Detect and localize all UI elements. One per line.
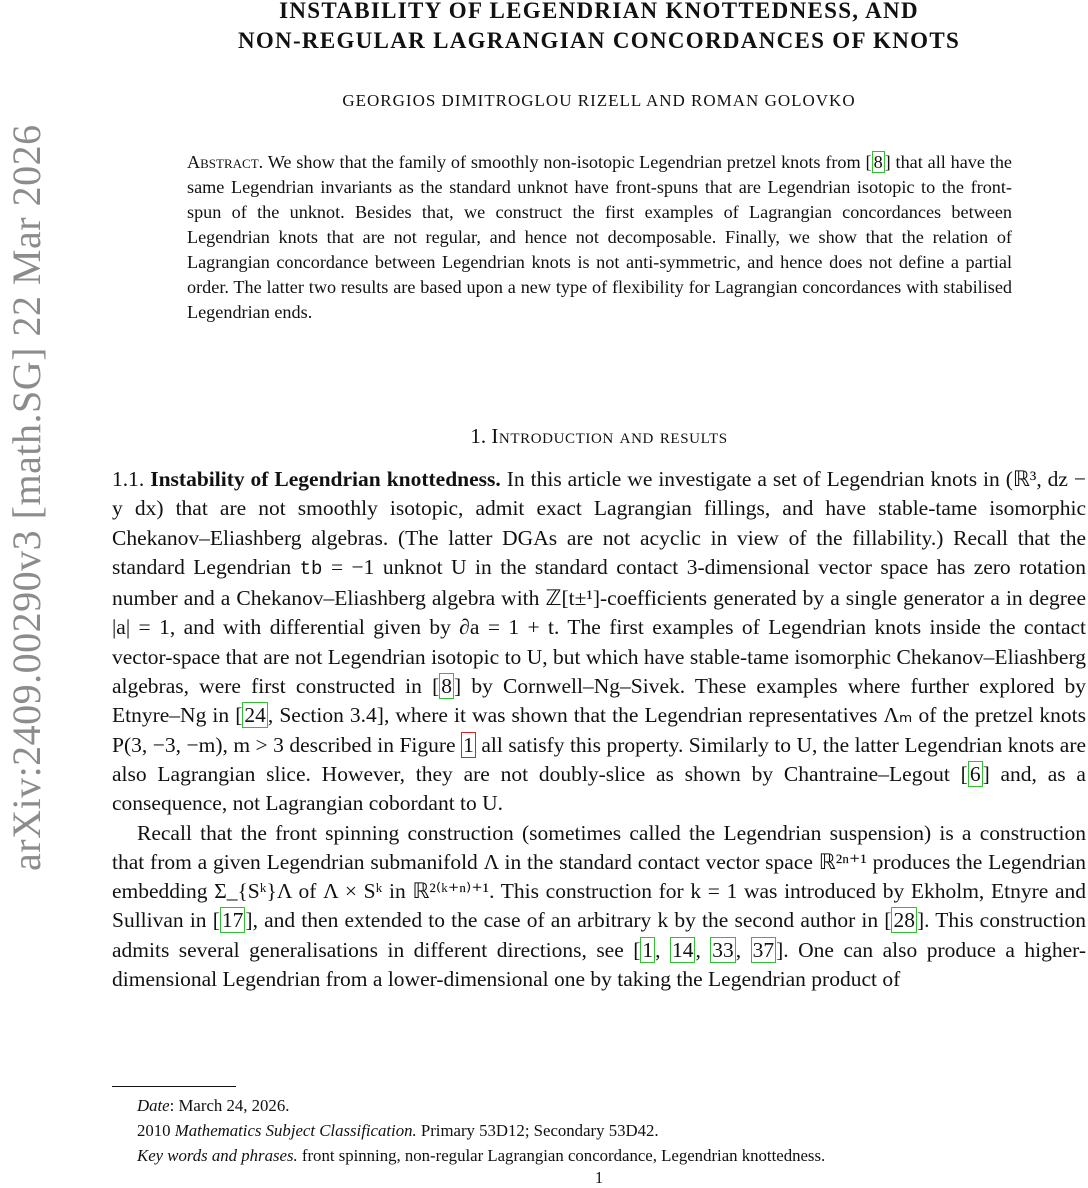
section-heading — [110, 424, 1088, 449]
page-number: 1 — [594, 1168, 604, 1187]
tb-invariant: tb — [299, 557, 323, 580]
citation-link[interactable]: 8 — [873, 152, 883, 172]
citation-link[interactable]: 33 — [712, 937, 734, 962]
paper-authors: GEORGIOS DIMITROGLOU RIZELL AND ROMAN GOLOVKO — [342, 91, 856, 110]
abstract-label: Abstract. — [187, 152, 264, 172]
msc-label: Mathematics Subject Classification. — [174, 1121, 417, 1140]
para1-text-3: by Cornwell–Ng–Sivek. These examples where further explored by Etnyre–Ng in [ — [112, 674, 1086, 728]
citation-link[interactable]: 14 — [671, 937, 694, 962]
para2-text-2: , and then extended to the case of an arbitrary k by the second author in — [252, 908, 879, 933]
arxiv-identifier: arXiv:2409.00290v3 [math.SG] 22 Mar 2026 — [4, 124, 49, 871]
citation-link[interactable]: 24 — [244, 703, 266, 728]
title-line-2: NON-REGULAR LAGRANGIAN CONCORDANCES OF KNOTS — [237, 28, 961, 53]
figure-link[interactable]: 1 — [463, 732, 474, 757]
section-number: 1. — [470, 424, 487, 448]
date-value: : March 24, 2026. — [169, 1096, 290, 1115]
footnote-msc — [137, 1118, 1077, 1143]
abstract-text-b: that all have the same Legendrian invariants as the standard unknot have front-spuns that are Legendrian isotopic to the front-spun of the unknot. Besides that, we construct the first examples of Lagrangian concordances between Legendrian knots that are not regular, and hence not decomposable. Finally, we show that the relation of Lagrangian concordance between Legendrian knots is not anti-symmetric, and hence does not define a partial order. The latter two results are based upon a new type of flexibility for Lagrangian concordances with stabilised Legendrian ends. — [187, 152, 1012, 322]
abstract-text-a: We show that the family of smoothly non-isotopic Legendrian pretzel knots from — [267, 152, 861, 172]
footnotes — [137, 1093, 1077, 1168]
citation-link[interactable]: 37 — [752, 937, 775, 962]
citation-link[interactable]: 28 — [893, 908, 915, 933]
abstract: Abstract. We show that the family of smoothly non-isotopic Legendrian pretzel knots from [ 8 ] that all have the same Legendrian invariants as the standard unknot have front-spuns that are Legendrian isotopic to the front-spun of the unknot. Besides that, we construct the first examples of Lagrangian concordances between Legendrian knots that are not regular, and hence not decomposable. Finally, we show that the relation of Lagrangian concordance between Legendrian knots is not anti-symmetric, and hence does not define a partial order. The latter two results are based upon a new type of flexibility for Lagrangian concordances with stabilised Legendrian ends. — [187, 152, 1012, 322]
keywords-value: front spinning, non-regular Lagrangian concordance, Legendrian knottedness. — [301, 1146, 826, 1165]
citation-link[interactable]: 17 — [221, 908, 244, 933]
body-text — [112, 465, 1086, 994]
subsection-number: 1.1. — [112, 467, 145, 491]
title-line-1: INSTABILITY OF LEGENDRIAN KNOTTEDNESS, AND — [279, 0, 919, 23]
footnote-date — [137, 1093, 1077, 1118]
arxiv-side-label — [0, 91, 58, 871]
footnote-keywords — [137, 1143, 1077, 1168]
para2-text-4: ]. One can also produce a higher-dimensional Legendrian from a lower-dimensional one by taking the Legendrian product of — [112, 937, 1087, 992]
paragraph-2: Recall that the front spinning construction (sometimes called the Legendrian suspension) is a construction that from a given Legendrian submanifold Λ in the standard contact vector space ℝ²ⁿ⁺¹ produces the Legendrian embedding Σ_{Sᵏ}Λ of Λ × Sᵏ in ℝ²⁽ᵏ⁺ⁿ⁾⁺¹. This construction for k = 1 was introduced by Ekholm, Etnyre and Sullivan in [17], and then extended to the case of an arbitrary k by the second author in [28]. This construction admits several generalisations in different directions, see [1, 14, 33, 37]. One can also produce a higher-dimensional Legendrian from a lower-dimensional one by taking the Legendrian product of — [112, 820, 1087, 992]
citation-link[interactable]: 1 — [642, 937, 654, 962]
para1-text-2: = −1 unknot U in the standard contact 3-dimensional vector space has zero rotation number and a Chekanov–Eliashberg algebra with ℤ[t±¹]-coefficients generated by a single generator a in degree |a| = 1, and with differential given by ∂a = 1 + t. The first examples of Legendrian knots inside the contact vector-space that are not Legendrian isotopic to U, but which have stable-tame isomorphic Chekanov–Eliashberg algebras, were first constructed in — [112, 554, 1087, 699]
citation-link[interactable]: 6 — [969, 761, 981, 786]
msc-value: Primary 53D12; Secondary 53D42. — [420, 1121, 659, 1140]
para1-text-4: , Section 3.4], where it was shown that the Legendrian representatives Λₘ of the pretzel knots P(3, −3, −m), m > 3 described in Figure — [112, 703, 1086, 757]
para1-text-6: and, as a consequence, not Lagrangian cobordant to U. — [112, 761, 1086, 816]
para2-text-3: . This construction admits several generalisations in different directions, see [ — [112, 908, 1086, 962]
paper-title — [110, 0, 1088, 56]
footnote-divider — [112, 1086, 236, 1087]
para1-text-1: In this article we investigate a set of Legendrian knots in (ℝ³, dz − y dx) that are not smoothly isotopic, admit exact Lagrangian fillings, and have stable-tame isomorphic Chekanov–Eliashberg algebras. (The latter DGAs are not acyclic in view of the fillability.) Recall that the standard Legendrian — [112, 467, 1087, 579]
keywords-label: Key words and phrases. — [137, 1146, 298, 1165]
citation-link[interactable]: 8 — [441, 674, 452, 699]
msc-prefix: 2010 — [137, 1121, 171, 1140]
para1-text-5: all satisfy this property. Similarly to U, the latter Legendrian knots are also Lagrangian slice. However, they are not doubly-slice as shown by Chantraine–Legout — [112, 732, 1087, 786]
para2-text-1: Recall that the front spinning construction (sometimes called the Legendrian suspension) is a construction that from a given Legendrian submanifold Λ in the standard contact vector space ℝ²ⁿ⁺¹ produces the Legendrian embedding Σ_{Sᵏ}Λ of Λ × Sᵏ in ℝ²⁽ᵏ⁺ⁿ⁾⁺¹. This construction for k = 1 was introduced by Ekholm, Etnyre and Sullivan in — [112, 820, 1086, 933]
date-label: Date — [137, 1096, 170, 1115]
paragraph-1: 1.1. Instability of Legendrian knottedness. In this article we investigate a set of Legendrian knots in (ℝ³, dz − y dx) that are not smoothly isotopic, admit exact Lagrangian fillings, and have stable-tame isomorphic Chekanov–Eliashberg algebras. (The latter DGAs are not acyclic in view of the fillability.) Recall that the standard Legendrian tb = −1 unknot U in the standard contact 3-dimensional vector space has zero rotation number and a Chekanov–Eliashberg algebra with ℤ[t±¹]-coefficients generated by a single generator a in degree |a| = 1, and with differential given by ∂a = 1 + t. The first examples of Legendrian knots inside the contact vector-space that are not Legendrian isotopic to U, but which have stable-tame isomorphic Chekanov–Eliashberg algebras, were first constructed in [8] by Cornwell–Ng–Sivek. These examples where further explored by Etnyre–Ng in [24, Section 3.4], where it was shown that the Legendrian representatives Λₘ of the pretzel knots P(3, −3, −m), m > 3 described in Figure 1 all satisfy this property. Similarly to U, the latter Legendrian knots are also Lagrangian slice. However, they are not doubly-slice as shown by Chantraine–Legout [6] and, as a consequence, not Lagrangian cobordant to U. — [112, 467, 1087, 816]
section-title: Introduction and results — [491, 424, 728, 448]
subsection-title: Instability of Legendrian knottedness. — [150, 467, 501, 491]
